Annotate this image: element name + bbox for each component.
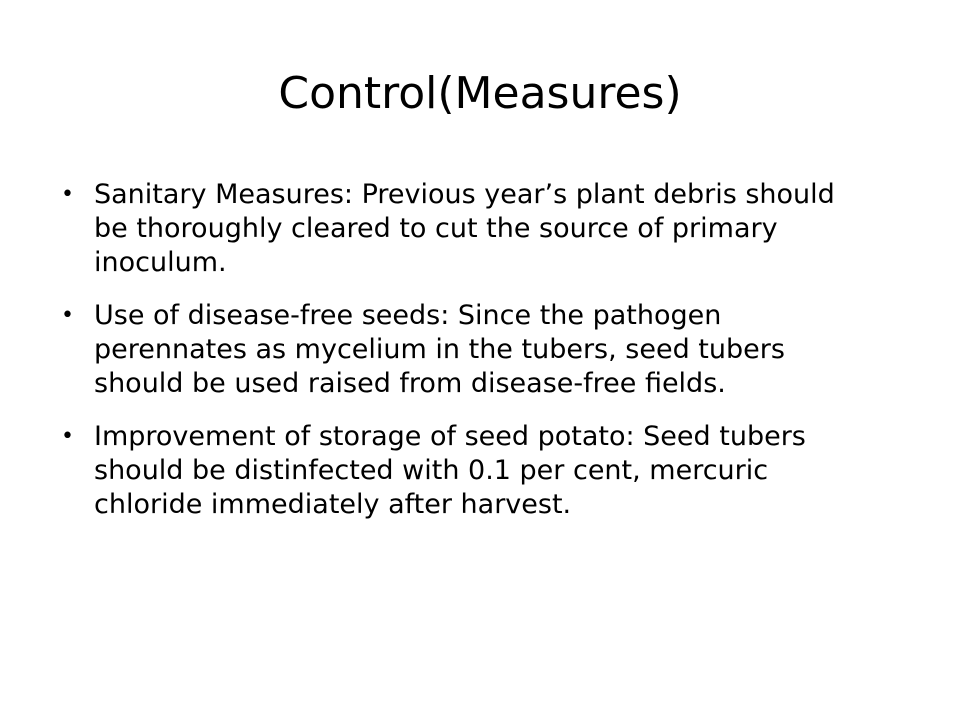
bullet-list: [58, 178, 868, 541]
bullet-icon: •: [61, 182, 74, 207]
slide-title: Control(Measures): [278, 68, 682, 119]
bullet-item: [58, 420, 868, 522]
bullet-item: [58, 178, 868, 280]
bullet-item: [58, 299, 868, 401]
bullet-icon: •: [61, 303, 74, 328]
bullet-text: Improvement of storage of seed potato: Seed tubers should be distinfected with 0.1 per cent, mercuric chloride immediately after harvest.: [94, 421, 806, 520]
bullet-icon: •: [61, 424, 74, 449]
bullet-text: Use of disease-free seeds: Since the pathogen perennates as mycelium in the tubers, seed tubers should be used raised from disease-free fields.: [94, 300, 785, 399]
bullet-text: Sanitary Measures: Previous year’s plant debris should be thoroughly cleared to cut the source of primary inoculum.: [94, 179, 835, 278]
